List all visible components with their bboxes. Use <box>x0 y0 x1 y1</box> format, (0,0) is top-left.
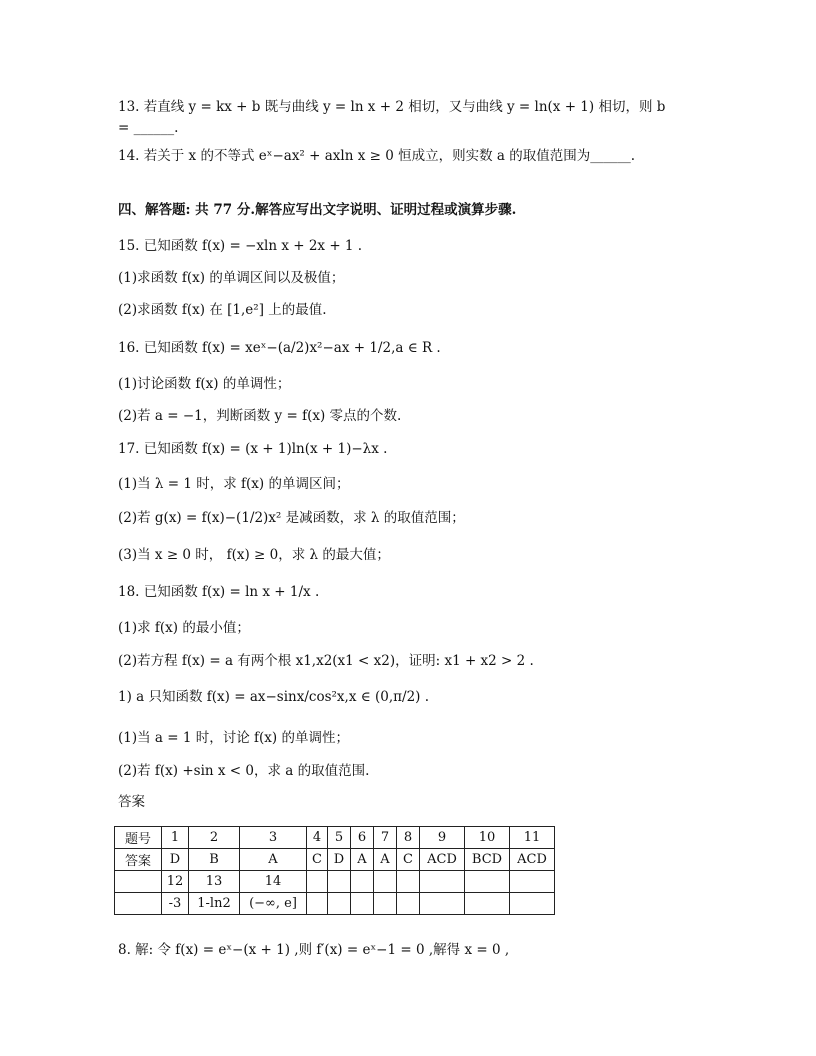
table-row <box>115 893 555 915</box>
section-heading: 四、解答题: 共 77 分.解答应写出文字说明、证明过程或演算步骤. <box>118 202 517 218</box>
table-cell: ACD <box>420 849 465 871</box>
table-cell: 1 <box>162 827 189 849</box>
table-cell: 题号 <box>115 827 162 849</box>
q17-part1: (1)当 λ = 1 时，求 f(x) 的单调区间； <box>118 476 350 492</box>
table-cell <box>510 893 555 915</box>
q19-part1: (1)当 a = 1 时，讨论 f(x) 的单调性； <box>118 730 349 746</box>
table-cell: 14 <box>240 871 307 893</box>
q18: 18. 已知函数 f(x) = ln x + 1/x . <box>118 584 320 600</box>
q17-part2: (2)若 g(x) = f(x)−(1/2)x² 是减函数，求 λ 的取值范围； <box>118 510 465 526</box>
q17: 17. 已知函数 f(x) = (x + 1)ln(x + 1)−λx . <box>118 441 388 457</box>
table-cell: (−∞, e] <box>240 893 307 915</box>
table-cell: D <box>328 849 351 871</box>
table-cell <box>420 871 465 893</box>
table-cell <box>351 893 374 915</box>
table-cell: 答案 <box>115 849 162 871</box>
q15-part1: (1)求函数 f(x) 的单调区间以及极值； <box>118 270 345 286</box>
q18-part1: (1)求 f(x) 的最小值； <box>118 620 250 636</box>
table-cell <box>351 871 374 893</box>
table-cell: A <box>374 849 397 871</box>
table-cell: ACD <box>510 849 555 871</box>
q17-part3: (3)当 x ≥ 0 时， f(x) ≥ 0，求 λ 的最大值； <box>118 547 390 563</box>
table-cell <box>465 893 510 915</box>
table-cell: B <box>189 849 240 871</box>
table-cell <box>510 871 555 893</box>
table-cell: 4 <box>307 827 328 849</box>
table-cell <box>115 871 162 893</box>
q19-part2: (2)若 f(x) +sin x < 0，求 a 的取值范围. <box>118 763 370 779</box>
q16-part1: (1)讨论函数 f(x) 的单调性； <box>118 376 291 392</box>
q13-line1: 13. 若直线 y = kx + b 既与曲线 y = ln x + 2 相切，又与曲线 y = ln(x + 1) 相切，则 b <box>118 99 666 115</box>
table-cell: A <box>240 849 307 871</box>
q15-part2: (2)求函数 f(x) 在 [1,e²] 上的最值. <box>118 302 327 318</box>
table-cell: 12 <box>162 871 189 893</box>
table-cell <box>374 871 397 893</box>
table-cell: 13 <box>189 871 240 893</box>
table-cell: 9 <box>420 827 465 849</box>
table-cell: 1-ln2 <box>189 893 240 915</box>
q14: 14. 若关于 x 的不等式 eˣ−ax² + axln x ≥ 0 恒成立，则实数 a 的取值范围为______. <box>118 148 636 164</box>
table-cell <box>328 871 351 893</box>
table-cell <box>397 893 420 915</box>
q19: 1) a 只知函数 f(x) = ax−sinx/cos²x,x ∈ (0,π/2) . <box>118 689 430 705</box>
table-cell: 3 <box>240 827 307 849</box>
table-cell: 5 <box>328 827 351 849</box>
q16-part2: (2)若 a = −1，判断函数 y = f(x) 零点的个数. <box>118 408 402 424</box>
table-cell <box>465 871 510 893</box>
q18-part2: (2)若方程 f(x) = a 有两个根 x1,x2(x1 < x2)，证明: x1 + x2 > 2 . <box>118 653 534 669</box>
table-cell <box>420 893 465 915</box>
table-cell <box>397 871 420 893</box>
q13-line2: = ______. <box>118 120 179 136</box>
table-cell: 6 <box>351 827 374 849</box>
table-cell <box>307 871 328 893</box>
q16: 16. 已知函数 f(x) = xeˣ−(a/2)x²−ax + 1/2,a ∈ R . <box>118 340 441 356</box>
table-cell: -3 <box>162 893 189 915</box>
table-row <box>115 849 555 871</box>
table-cell <box>374 893 397 915</box>
table-cell: 7 <box>374 827 397 849</box>
answer-table <box>114 826 555 915</box>
table-cell: 8 <box>397 827 420 849</box>
table-cell <box>328 893 351 915</box>
table-cell <box>115 893 162 915</box>
table-cell: C <box>397 849 420 871</box>
table-cell: 11 <box>510 827 555 849</box>
table-cell: 2 <box>189 827 240 849</box>
answer-title: 答案 <box>118 794 145 810</box>
table-cell: A <box>351 849 374 871</box>
q15: 15. 已知函数 f(x) = −xln x + 2x + 1 . <box>118 238 363 254</box>
table-cell: 10 <box>465 827 510 849</box>
table-cell: D <box>162 849 189 871</box>
table-cell: BCD <box>465 849 510 871</box>
solution-8: 8. 解: 令 f(x) = eˣ−(x + 1) ,则 f′(x) = eˣ−1 = 0 ,解得 x = 0 , <box>118 942 510 958</box>
table-cell <box>307 893 328 915</box>
table-row <box>115 871 555 893</box>
table-cell: C <box>307 849 328 871</box>
table-row <box>115 827 555 849</box>
